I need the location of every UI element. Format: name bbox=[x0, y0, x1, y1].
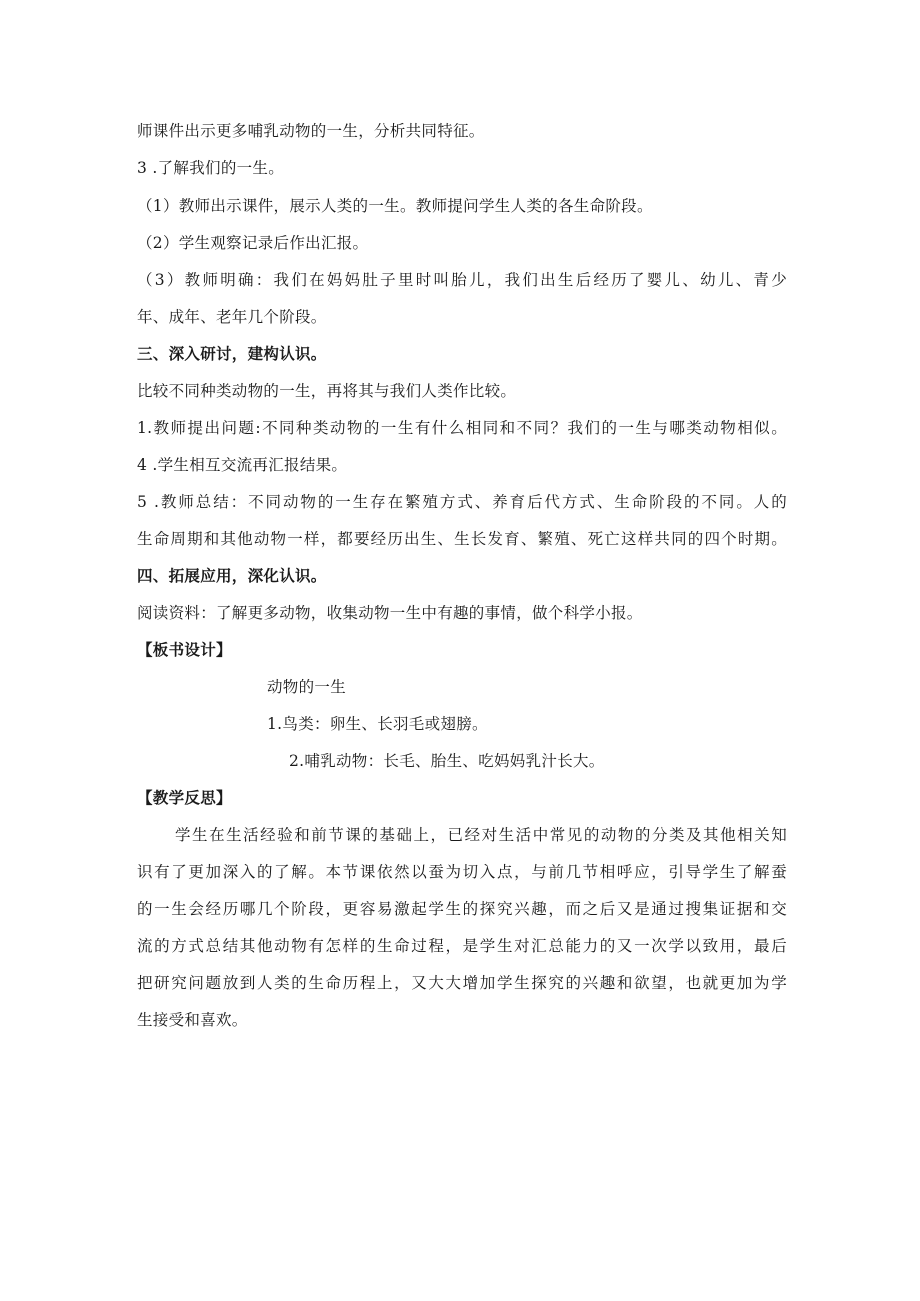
text-line-sub-2: （2）学生观察记录后作出汇报。 bbox=[137, 234, 369, 252]
heading-board-design: 【板书设计】 bbox=[137, 641, 232, 659]
text-line-question: 1.教师提出问题:不同种类动物的一生有什么相同和不同？我们的一生与哪类动物相似。 bbox=[137, 419, 787, 437]
text-line-reading: 阅读资料：了解更多动物，收集动物一生中有趣的事情，做个科学小报。 bbox=[137, 604, 643, 622]
reflection-line-3: 的一生会经历哪几个阶段，更容易激起学生的探究兴趣，而之后又是通过搜集证据和交 bbox=[137, 900, 787, 918]
reflection-line-2: 识有了更加深入的了解。本节课依然以蚕为切入点，与前几节相呼应，引导学生了解蚕 bbox=[137, 863, 787, 881]
text-line-step-4: 4 .学生相互交流再汇报结果。 bbox=[137, 456, 348, 474]
text-line-sub-1: （1）教师出示课件，展示人类的一生。教师提问学生人类的各生命阶段。 bbox=[137, 197, 653, 215]
section-heading-4: 四、拓展应用，深化认识。 bbox=[137, 567, 327, 585]
reflection-line-6: 生接受和喜欢。 bbox=[137, 1011, 248, 1029]
board-item-birds: 1.鸟类：卵生、长羽毛或翅膀。 bbox=[267, 715, 488, 733]
text-line-compare: 比较不同种类动物的一生，再将其与我们人类作比较。 bbox=[137, 382, 517, 400]
reflection-line-4: 流的方式总结其他动物有怎样的生命过程，是学生对汇总能力的又一次学以致用，最后 bbox=[137, 937, 787, 955]
text-line-step-5: 5 .教师总结：不同动物的一生存在繁殖方式、养育后代方式、生命阶段的不同。人的 bbox=[137, 493, 787, 511]
board-title: 动物的一生 bbox=[267, 678, 347, 696]
heading-teaching-reflection: 【教学反思】 bbox=[137, 789, 232, 807]
text-line-sub-3: （3）教师明确：我们在妈妈肚子里时叫胎儿，我们出生后经历了婴儿、幼儿、青少 bbox=[137, 271, 787, 289]
text-line-step-5-cont: 生命周期和其他动物一样，都要经历出生、生长发育、繁殖、死亡这样共同的四个时期。 bbox=[137, 530, 787, 548]
text-line-sub-3-cont: 年、成年、老年几个阶段。 bbox=[137, 308, 327, 326]
board-item-mammals: 2.哺乳动物：长毛、胎生、吃妈妈乳汁长大。 bbox=[289, 752, 605, 770]
section-heading-3: 三、深入研讨，建构认识。 bbox=[137, 345, 327, 363]
reflection-line-5: 把研究问题放到人类的生命历程上，又大大增加学生探究的兴趣和欲望，也就更加为学 bbox=[137, 974, 787, 992]
text-line-courseware: 师课件出示更多哺乳动物的一生，分析共同特征。 bbox=[137, 122, 485, 140]
text-line-step-3: 3 .了解我们的一生。 bbox=[137, 159, 285, 177]
reflection-line-1: 学生在生活经验和前节课的基础上，已经对生活中常见的动物的分类及其他相关知 bbox=[175, 826, 787, 844]
